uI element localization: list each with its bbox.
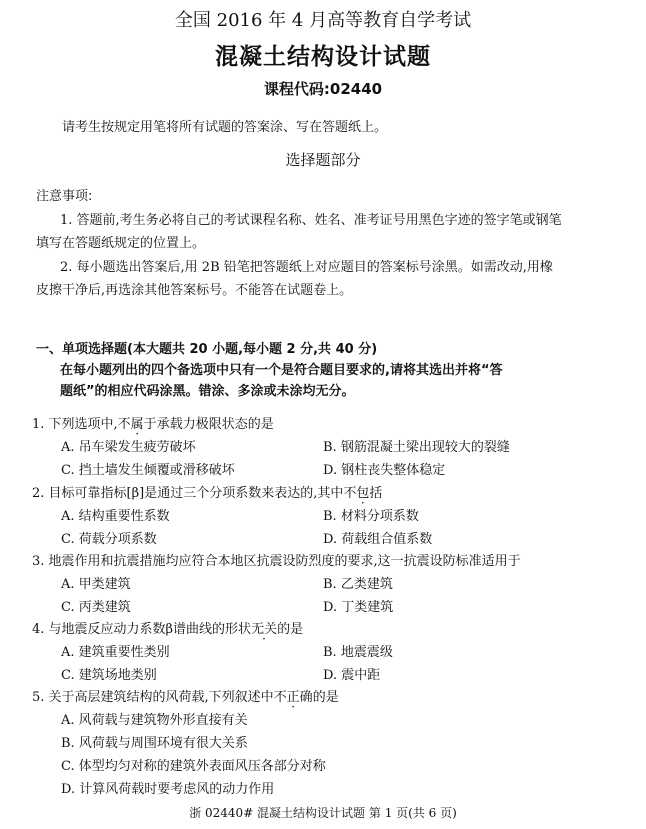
option-d: D. 钢柱丧失整体稳定: [323, 463, 446, 478]
option-d: D. 计算风荷载时要考虑风的动力作用: [61, 782, 275, 797]
part1-instruction-line-1: 在每小题列出的四个备选项中只有一个是符合题目要求的,请将其选出并将“答: [60, 363, 503, 378]
attention-item-2-line-2: 皮擦干净后,再选涂其他答案标号。不能答在试题卷上。: [36, 283, 353, 298]
option-c: C. 挡土墙发生倾覆或滑移破坏: [61, 463, 235, 478]
emphasis-text: 无关: [251, 622, 278, 637]
emphasis-text: 不包括: [343, 486, 383, 501]
option-b: B. 钢筋混凝土梁出现较大的裂缝: [323, 440, 510, 455]
attention-item-2-line-1: 2. 每小题选出答案后,用 2B 铅笔把答题纸上对应题目的答案标号涂黑。如需改动,用橡: [60, 260, 553, 275]
question-stem: 3. 地震作用和抗震措施均应符合本地区抗震设防烈度的要求,这一抗震设防标准适用于: [32, 554, 521, 569]
option-d: D. 震中距: [323, 668, 381, 683]
option-a: A. 风荷载与建筑物外形直接有关: [61, 713, 248, 728]
part1-heading: 一、单项选择题(本大题共 20 小题,每小题 2 分,共 40 分): [36, 342, 378, 357]
emphasis-text: 不正确: [273, 690, 313, 705]
exam-line: 全国 2016 年 4 月高等教育自学考试: [174, 10, 472, 31]
option-c: C. 荷载分项系数: [61, 532, 157, 547]
option-b: B. 风荷载与周围环境有很大关系: [61, 736, 248, 751]
attention-item-1-line-2: 填写在答题纸规定的位置上。: [36, 236, 206, 251]
question-stem: 1. 下列选项中,不属于承载力极限状态的是: [32, 417, 274, 432]
option-c: C. 体型均匀对称的建筑外表面风压各部分对称: [61, 759, 326, 774]
option-b: B. 材料分项系数: [323, 509, 419, 524]
option-d: D. 丁类建筑: [323, 600, 394, 615]
emphasis-text: 不属于: [117, 417, 157, 432]
section-title: 选择题部分: [285, 151, 361, 169]
attention-heading: 注意事项:: [36, 189, 93, 204]
option-c: C. 建筑场地类别: [61, 668, 157, 683]
option-c: C. 丙类建筑: [61, 600, 131, 615]
attention-item-1-line-1: 1. 答题前,考生务必将自己的考试课程名称、姓名、准考证号用黑色字迹的签字笔或钢笔: [60, 213, 562, 228]
page-footer: 浙 02440# 混凝土结构设计试题 第 1 页(共 6 页): [189, 806, 457, 820]
question-stem: 5. 关于高层建筑结构的风荷载,下列叙述中不正确的是: [32, 690, 339, 705]
page-title: 混凝土结构设计试题: [215, 44, 431, 70]
option-b: B. 乙类建筑: [323, 577, 393, 592]
option-a: A. 吊车梁发生疲劳破坏: [61, 440, 196, 455]
option-a: A. 建筑重要性类别: [61, 645, 170, 660]
course-code: 课程代码:02440: [263, 80, 383, 98]
part1-instruction-line-2: 题纸”的相应代码涂黑。错涂、多涂或未涂均无分。: [60, 384, 355, 399]
option-a: A. 甲类建筑: [61, 577, 131, 592]
option-a: A. 结构重要性系数: [61, 509, 170, 524]
option-b: B. 地震震级: [323, 645, 393, 660]
question-stem: 4. 与地震反应动力系数β谱曲线的形状无关的是: [32, 622, 304, 637]
question-stem: 2. 目标可靠指标[β]是通过三个分项系数来表达的,其中不包括: [32, 486, 383, 501]
option-d: D. 荷载组合值系数: [323, 532, 433, 547]
answer-notice: 请考生按规定用笔将所有试题的答案涂、写在答题纸上。: [62, 120, 388, 135]
